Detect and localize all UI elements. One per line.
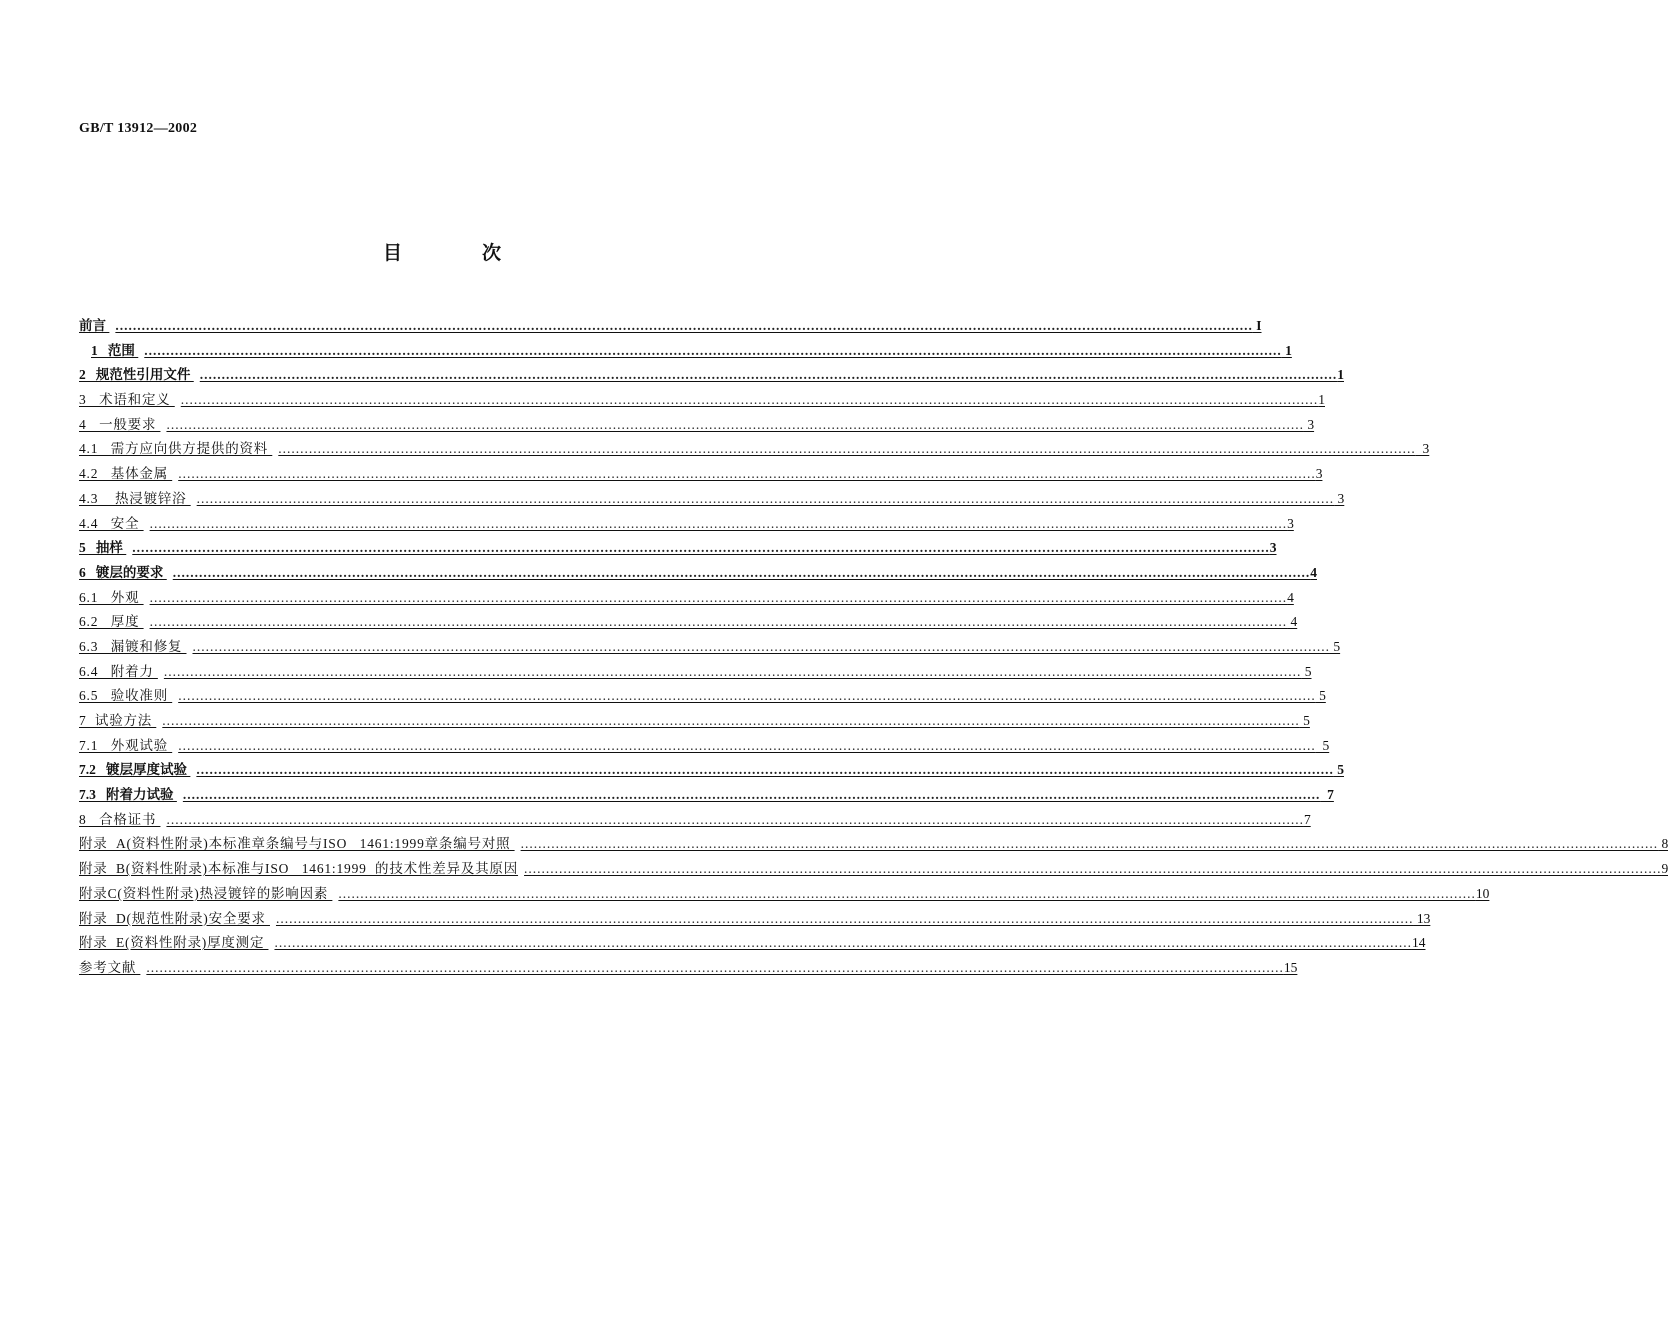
toc-entry-link[interactable]	[79, 536, 1277, 561]
toc-entry-page: 5	[1333, 762, 1344, 778]
toc-entry-link[interactable]	[79, 907, 1431, 932]
toc-entry-page: 8	[1658, 836, 1668, 852]
toc-entry-label: 6.1 外观	[79, 589, 144, 605]
toc-leader-dots: ....................................................................................................................................................................................................................................................................	[180, 392, 1319, 408]
toc-leader-dots: ....................................................................................................................................................................................................................................................................	[520, 836, 1659, 852]
toc-entry-page: 5	[1299, 713, 1310, 728]
toc-leader-dots: ....................................................................................................................................................................................................................................................................	[275, 910, 1414, 926]
toc-leader-dots: ....................................................................................................................................................................................................................................................................	[178, 737, 1316, 753]
toc-entry-page: 1	[1318, 392, 1325, 408]
toc-entry[interactable]	[79, 808, 1311, 833]
toc-entry[interactable]	[79, 660, 1312, 685]
toc-leader-dots: ....................................................................................................................................................................................................................................................................	[172, 564, 1311, 580]
toc-entry[interactable]	[79, 462, 1323, 487]
toc-entry-label: 4.3 热浸镀锌浴	[79, 490, 191, 506]
toc-entry-link[interactable]	[79, 660, 1312, 685]
toc-leader-dots: ....................................................................................................................................................................................................................................................................	[115, 318, 1253, 333]
toc-entry[interactable]	[79, 882, 1490, 907]
toc-entry[interactable]	[79, 709, 1310, 734]
title-char-2: 次	[482, 242, 502, 264]
toc-entry-label: 7.1 外观试验	[79, 737, 173, 753]
toc-entry-link[interactable]	[91, 339, 1292, 364]
toc-entry-link[interactable]	[79, 586, 1294, 611]
toc-leader-dots: ....................................................................................................................................................................................................................................................................	[149, 589, 1288, 605]
toc-entry[interactable]	[79, 512, 1294, 537]
toc-entry-page: 4	[1310, 564, 1317, 580]
toc-entry-page: 15	[1283, 959, 1298, 975]
toc-entry-label: 前言	[79, 318, 110, 333]
toc-entry-label: 3 术语和定义	[79, 392, 175, 408]
toc-entry[interactable]	[79, 437, 1430, 462]
toc-leader-dots: ....................................................................................................................................................................................................................................................................	[144, 342, 1282, 358]
toc-entry-label: 4 一般要求	[79, 416, 161, 432]
toc-entry[interactable]	[79, 413, 1315, 438]
toc-entry-page: 5	[1329, 638, 1341, 654]
toc-entry-label: 附录 A(资料性附录)本标准章条编号与ISO 1461:1999章条编号对照	[79, 836, 515, 852]
toc-entry-link[interactable]	[79, 314, 1262, 339]
toc-entry[interactable]	[79, 388, 1325, 413]
toc-leader-dots: ....................................................................................................................................................................................................................................................................	[162, 713, 1300, 728]
toc-entry[interactable]	[79, 684, 1326, 709]
toc-entry[interactable]	[79, 907, 1431, 932]
toc-entry-label: 7 试验方法	[79, 713, 157, 728]
toc-entry-label: 2 规范性引用文件	[79, 367, 194, 383]
toc-entry[interactable]	[79, 635, 1341, 660]
toc-entry-label: 4.2 基体金属	[79, 466, 173, 482]
toc-entry-page: 4	[1287, 614, 1298, 630]
toc-entry-page: 3	[1334, 490, 1345, 506]
toc-entry[interactable]	[79, 857, 1668, 882]
toc-leader-dots: ....................................................................................................................................................................................................................................................................	[278, 441, 1416, 457]
toc-entry-page: 3	[1303, 416, 1315, 432]
toc-entry-page: 5	[1301, 663, 1312, 679]
toc-entry-page: 3	[1269, 540, 1277, 556]
toc-entry[interactable]	[79, 832, 1668, 857]
standard-code: GB/T 13912—2002	[79, 121, 198, 136]
toc-entry-page: 3	[1287, 515, 1294, 531]
toc-entry[interactable]	[79, 758, 1344, 783]
toc-entry[interactable]	[79, 536, 1277, 561]
toc-entry-link[interactable]	[79, 561, 1317, 586]
toc-entry-link[interactable]	[79, 635, 1341, 660]
toc-leader-dots: ....................................................................................................................................................................................................................................................................	[192, 638, 1330, 654]
toc-leader-dots: ....................................................................................................................................................................................................................................................................	[196, 490, 1335, 506]
toc-entry-link[interactable]	[79, 808, 1311, 833]
toc-leader-dots: ....................................................................................................................................................................................................................................................................	[196, 762, 1334, 778]
toc-leader-dots: ....................................................................................................................................................................................................................................................................	[149, 614, 1288, 630]
toc-entry[interactable]	[79, 783, 1334, 808]
toc-entry-page: 3	[1415, 441, 1430, 457]
toc-entry-link[interactable]	[79, 437, 1430, 462]
toc-entry-link[interactable]	[79, 709, 1310, 734]
toc-entry-label: 7.2 镀层厚度试验	[79, 762, 191, 778]
toc-entry-link[interactable]	[79, 931, 1426, 956]
toc-entry-label: 4.1 需方应向供方提供的资料	[79, 441, 273, 457]
page-title	[383, 238, 501, 265]
toc-entry-page: 10	[1475, 885, 1490, 901]
toc-entry-link[interactable]	[79, 857, 1668, 882]
toc-leader-dots: ....................................................................................................................................................................................................................................................................	[149, 515, 1288, 531]
toc-leader-dots: ....................................................................................................................................................................................................................................................................	[182, 787, 1321, 803]
toc-entry-label: 6 镀层的要求	[79, 564, 167, 580]
toc-entry-page: I	[1252, 318, 1262, 333]
toc-entry-link[interactable]	[79, 758, 1344, 783]
toc-entry-page: 3	[1315, 466, 1323, 482]
toc-leader-dots: ....................................................................................................................................................................................................................................................................	[163, 663, 1302, 679]
toc-entry-link[interactable]	[79, 487, 1345, 512]
toc-entry-page: 1	[1337, 367, 1344, 383]
toc-entry-link[interactable]	[79, 882, 1490, 907]
toc-entry[interactable]	[79, 734, 1330, 759]
toc-entry-page: 13	[1413, 910, 1431, 926]
table-of-contents	[79, 314, 1668, 981]
toc-entry-label: 6.5 验收准则	[79, 688, 173, 704]
title-char-1: 目	[383, 242, 403, 264]
toc-leader-dots: ....................................................................................................................................................................................................................................................................	[166, 811, 1304, 827]
toc-entry[interactable]	[79, 610, 1298, 635]
toc-entry-page: 9	[1661, 861, 1668, 877]
toc-entry-page: 7	[1303, 811, 1311, 827]
toc-entry-label: 1 范围	[91, 342, 139, 358]
toc-entry-label: 参考文献	[79, 959, 141, 975]
toc-entry[interactable]	[79, 339, 1292, 364]
toc-entry-label: 附录 E(资料性附录)厚度测定	[79, 935, 269, 951]
toc-entry-label: 附录C(资料性附录)热浸镀锌的影响因素	[79, 885, 333, 901]
toc-entry-page: 5	[1315, 688, 1326, 704]
toc-entry-label: 附录 D(规范性附录)安全要求	[79, 910, 270, 926]
toc-entry-page: 14	[1411, 935, 1426, 951]
toc-entry[interactable]	[79, 363, 1344, 388]
toc-entry-link[interactable]	[79, 734, 1330, 759]
toc-entry-link[interactable]	[79, 363, 1344, 388]
toc-entry-link[interactable]	[79, 610, 1298, 635]
toc-entry-page: 1	[1281, 342, 1292, 358]
toc-entry[interactable]	[79, 561, 1317, 586]
toc-leader-dots: ....................................................................................................................................................................................................................................................................	[199, 367, 1338, 383]
toc-entry-page: 4	[1287, 589, 1294, 605]
toc-entry-label: 6.4 附着力	[79, 663, 158, 679]
toc-entry-link[interactable]	[79, 388, 1325, 413]
toc-entry[interactable]	[79, 586, 1294, 611]
toc-leader-dots: ....................................................................................................................................................................................................................................................................	[166, 416, 1304, 432]
toc-entry-link[interactable]	[79, 832, 1668, 857]
toc-leader-dots: ....................................................................................................................................................................................................................................................................	[132, 540, 1270, 556]
toc-leader-dots: ....................................................................................................................................................................................................................................................................	[178, 688, 1316, 704]
toc-entry-label: 6.2 厚度	[79, 614, 144, 630]
toc-entry-link[interactable]	[79, 462, 1323, 487]
toc-entry-label: 8 合格证书	[79, 811, 161, 827]
toc-entry-link[interactable]	[79, 783, 1334, 808]
toc-entry[interactable]	[79, 956, 1298, 981]
toc-entry[interactable]	[79, 487, 1345, 512]
toc-leader-dots: ....................................................................................................................................................................................................................................................................	[178, 466, 1316, 482]
toc-entry-label: 附录 B(资料性附录)本标准与ISO 1461:1999 的技术性差异及其原因	[79, 861, 519, 877]
toc-leader-dots: ....................................................................................................................................................................................................................................................................	[146, 959, 1284, 975]
toc-entry-link[interactable]	[79, 684, 1326, 709]
toc-entry-link[interactable]	[79, 512, 1294, 537]
toc-entry[interactable]	[79, 314, 1262, 339]
toc-leader-dots: ....................................................................................................................................................................................................................................................................	[524, 861, 1662, 877]
toc-entry-page: 5	[1315, 737, 1330, 753]
toc-entry-label: 6.3 漏镀和修复	[79, 638, 187, 654]
toc-leader-dots: ....................................................................................................................................................................................................................................................................	[338, 885, 1476, 901]
toc-leader-dots: ....................................................................................................................................................................................................................................................................	[274, 935, 1412, 951]
toc-entry-label: 4.4 安全	[79, 515, 144, 531]
toc-entry-label: 5 抽样	[79, 540, 127, 556]
toc-entry-label: 7.3 附着力试验	[79, 787, 177, 803]
toc-entry-link[interactable]	[79, 956, 1298, 981]
toc-entry[interactable]	[79, 931, 1426, 956]
toc-entry-page: 7	[1320, 787, 1334, 803]
toc-entry-link[interactable]	[79, 413, 1315, 438]
